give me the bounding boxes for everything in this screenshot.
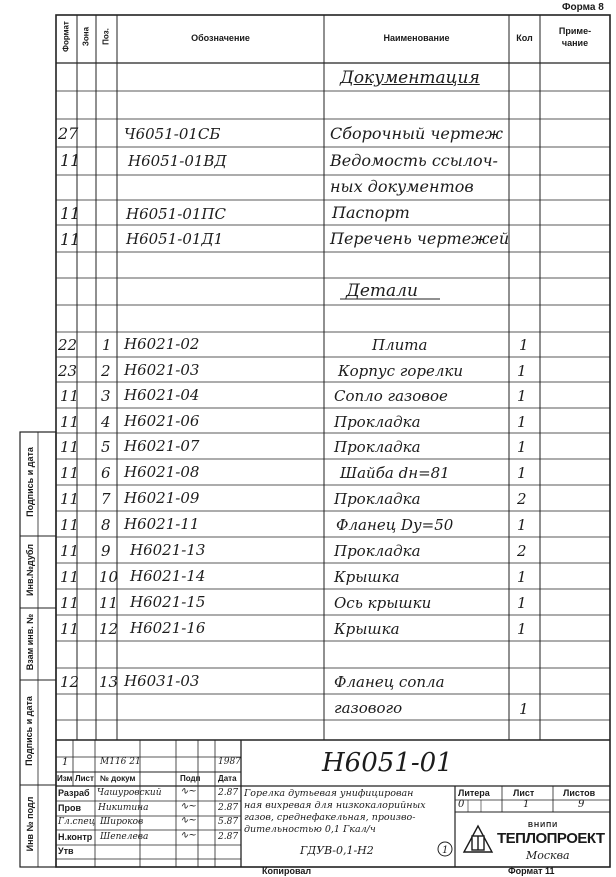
doc-row-format: 11 [60,230,81,249]
org-city: Москва [526,849,570,862]
part-designation: Н6021-11 [124,515,200,533]
litera-label: Литера [458,788,490,798]
header-qty: Кол [516,33,533,43]
part-name: Плита [372,336,428,354]
part-pos: 2 [101,362,111,380]
part-designation: Н6021-15 [130,593,206,611]
header-note-line1: Приме- [558,26,592,36]
role-label: Н.контр [58,832,93,842]
part-name: Прокладка [334,438,421,456]
header-format: Формат [61,21,71,52]
role-person: Никитина [98,803,149,813]
part-qty: 1 [519,700,529,718]
side-inv-podl: Инв № подл [25,796,35,852]
label-date: Дата [218,774,237,783]
doc-row-format: 27 [58,124,79,143]
side-sign-date-2: Подпись и дата [24,696,34,766]
part-name: Прокладка [334,490,421,508]
form-label: Форма 8 [562,2,604,13]
header-pos: Поз. [101,28,111,45]
part-pos: 12 [99,620,119,638]
header-note-line2: чание [561,38,589,48]
svg-text:1: 1 [442,845,449,856]
signature-icon: ∿~ [180,830,197,841]
sheets-label: Листов [563,788,596,798]
description-line: ная вихревая для низкокалорийных [244,800,426,811]
part-name: Фланец Dу=50 [336,516,454,534]
part-designation: Н6021-03 [124,361,200,379]
part-name: Прокладка [334,542,421,560]
part-qty: 1 [517,387,527,405]
part-name: Прокладка [334,413,421,431]
role-label: Гл.спец [58,817,95,827]
part-qty: 1 [517,516,527,534]
doc-row-name: Перечень чертежей [330,229,510,248]
signature-icon: ∿~ [180,786,197,797]
description-line: Горелка дутьевая унифицирован [244,788,414,799]
part-pos: 10 [99,568,119,586]
signature-icon: ∿~ [180,801,197,812]
part-pos: 1 [102,336,112,354]
part-qty: 1 [517,620,527,638]
part-designation: Н6021-06 [124,412,200,430]
part-pos: 3 [101,387,111,405]
role-date: 2.87 [218,788,239,798]
part-format: 11 [60,542,80,560]
doc-row-designation: Н6051-01Д1 [126,230,224,248]
part-format: 23 [58,362,78,380]
litera-value: 0 [458,799,465,810]
part-designation: Н6021-02 [124,335,200,353]
doc-row-designation: Ч6051-01СБ [124,125,221,143]
org-name: ТЕПЛОПРОЕКТ [497,830,605,847]
part-pos: 13 [99,673,119,691]
part-pos: 11 [99,594,119,612]
role-date: 5.87 [218,817,239,827]
part-format: 22 [58,336,78,354]
footer-format: Формат 11 [508,866,555,876]
part-format: 11 [60,620,80,638]
role-label: Утв [58,846,74,856]
role-person: Широков [100,817,144,827]
doc-row-designation: Н6051-01ВД [128,152,227,170]
signature-icon: ∿~ [180,815,197,826]
org-small: ВНИПИ [528,822,559,829]
part-name: Сопло газовое [334,387,448,405]
description-line: газов, среднефакельная, произво- [244,812,416,823]
part-format: 11 [60,594,80,612]
label-list: Лист [75,774,94,783]
part-pos: 4 [101,413,111,431]
label-doc-no: № докум [100,774,136,783]
sheets-value: 9 [578,799,585,810]
doc-row-format: 11 [60,204,81,223]
part-format: 11 [60,464,80,482]
part-pos: 7 [101,490,111,508]
label-izm: Изм [57,774,73,783]
part-qty: 1 [517,568,527,586]
doc-row-name: Паспорт [332,203,410,222]
part-format: 11 [60,413,80,431]
part-pos: 6 [101,464,111,482]
label-sign: Подп [180,774,201,783]
part-name-continued: газового [334,699,403,717]
model-code: ГДУВ-0,1-Н2 [300,844,374,857]
doc-row-format: 11 [60,151,81,170]
part-format: 11 [60,568,80,586]
part-qty: 2 [517,542,527,560]
change-date: 1987 [218,757,241,767]
part-designation: Н6031-03 [124,672,200,690]
header-zone: Зона [81,26,91,47]
description-line: дительностью 0,1 Гкал/ч [244,824,376,835]
part-name: Ось крышки [334,594,432,612]
part-qty: 2 [517,490,527,508]
part-designation: Н6021-09 [124,489,200,507]
org-logo-icon [464,826,492,852]
part-designation: Н6021-14 [130,567,206,585]
document-designation: Н6051-01 [322,748,453,778]
part-format: 11 [60,387,80,405]
footer-copied: Копировал [262,866,312,876]
part-qty: 1 [517,464,527,482]
doc-row-name: Ведомость ссылоч- [330,151,498,170]
doc-row-name: Сборочный чертеж [330,124,503,143]
part-qty: 1 [517,594,527,612]
part-designation: Н6021-07 [124,437,200,455]
part-name: Крышка [334,620,400,638]
part-format: 11 [60,438,80,456]
role-label: Пров [58,803,81,813]
part-qty: 1 [517,438,527,456]
side-vzam-inv: Взам инв. № [25,613,35,671]
role-label: Разраб [58,788,90,798]
part-pos: 8 [101,516,111,534]
part-pos: 5 [101,438,111,456]
sheet-label: Лист [513,788,535,798]
doc-row-designation: Н6051-01ПС [126,205,226,223]
part-designation: Н6021-13 [130,541,206,559]
part-format: 12 [60,673,80,691]
side-inv-dubl: Инв.№дубл [25,544,35,596]
side-sign-date: Подпись и дата [25,447,35,517]
role-date: 2.87 [218,832,239,842]
sheet-value: 1 [523,799,530,810]
part-designation: Н6021-04 [124,386,200,404]
role-person: Чашуровский [97,788,162,798]
part-name: Шайба dн=81 [340,464,450,482]
part-pos: 9 [101,542,111,560]
header-designation: Обозначение [191,33,250,43]
part-qty: 1 [517,362,527,380]
part-name: Фланец сопла [334,673,445,691]
part-name: Крышка [334,568,400,586]
part-format: 11 [60,516,80,534]
section-title-documentation: Документация [340,68,480,88]
role-date: 2.87 [218,803,239,813]
doc-row-name-continued: ных документов [330,177,474,196]
part-designation: Н6021-08 [124,463,200,481]
change-izm: 1 [62,757,69,768]
change-doc-no: М116 21 [100,757,141,767]
part-qty: 1 [517,413,527,431]
part-format: 11 [60,490,80,508]
section-title-details: Детали [346,281,418,301]
part-qty: 1 [519,336,529,354]
header-name: Наименование [383,33,450,43]
part-designation: Н6021-16 [130,619,206,637]
part-name: Корпус горелки [338,362,464,380]
role-person: Шепелева [100,832,149,842]
